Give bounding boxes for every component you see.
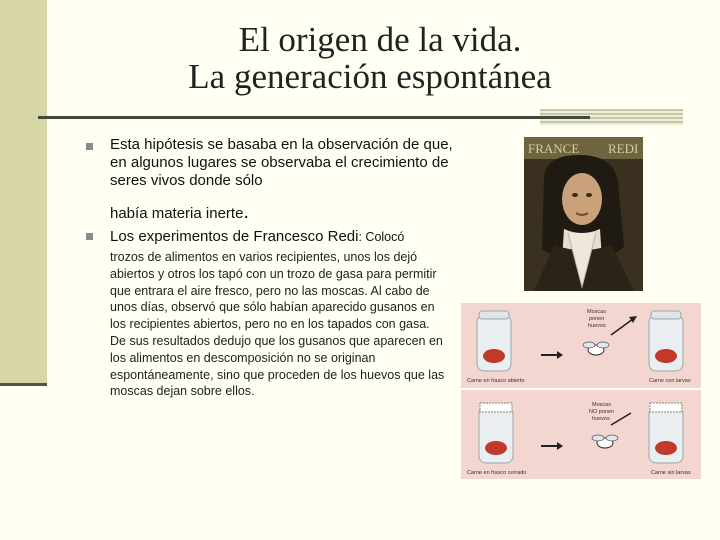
left-decor-band xyxy=(0,0,47,385)
bullet-2-lead-small: : Colocó xyxy=(358,230,405,244)
bullet-1-end-text: había materia inerte xyxy=(110,205,244,222)
caption-open-jar: Carne en frasco abierto xyxy=(467,378,525,384)
portrait-image xyxy=(524,137,643,291)
bullet-1-ending xyxy=(110,203,460,223)
slide-title-line1: El origen de la vida. xyxy=(238,20,522,59)
portrait-name-left: FRANCE xyxy=(528,141,580,156)
bullet-1-period: . xyxy=(243,201,249,223)
bottom-fly-label-2: NO ponen xyxy=(589,409,615,415)
caption-larvae: Carne con larvas xyxy=(649,378,691,384)
top-fly-label-3: huevos xyxy=(588,323,606,329)
bullet-2-lead xyxy=(110,228,460,246)
bullet-1-text: Esta hipótesis se basaba en la observación de que, en algunos lugares se observaba el crecimiento de seres vivos donde sólo xyxy=(110,136,453,189)
caption-closed-jar: Carne en frasco cerrado xyxy=(467,470,527,476)
top-fly-label-2: ponen xyxy=(589,316,605,322)
bullet-2-body: trozos de alimentos en varios recipientes, unos los dejó abiertos y otros los tapó con un trozo de gasa para permitir que entrara el aire fresco, pero no las moscas. Al cabo de unos días, observó que sólo habían aparecido gusanos en los recipientes abiertos, pero no en los tapados con gasa. De sus resultados dedujo que los gusanos que aparecen en los alimentos en descomposición no se originan espontáneamente, sino que proceden de los huevos que las moscas dejan sobre ellos. xyxy=(110,250,445,399)
bullet-marker-1 xyxy=(86,143,93,150)
experiment-illustration xyxy=(461,303,701,479)
bottom-fly-label-3: huevos xyxy=(592,416,610,422)
caption-no-larvae: Carne sin larvas xyxy=(651,470,691,476)
slide-title-line2: La generación espontánea xyxy=(188,57,552,96)
bottom-fly-label-1: Moscas xyxy=(592,402,611,408)
title-rule xyxy=(38,116,590,119)
redi-experiment-diagram xyxy=(461,303,701,479)
bullet-marker-2 xyxy=(86,233,93,240)
bullet-2-lead-text: Los experimentos de Francesco Redi xyxy=(110,228,359,245)
top-fly-label-1: Moscas xyxy=(587,309,606,315)
redi-portrait xyxy=(524,137,643,291)
left-decor-band-edge xyxy=(0,383,47,386)
portrait-name-right: REDI xyxy=(608,141,639,156)
